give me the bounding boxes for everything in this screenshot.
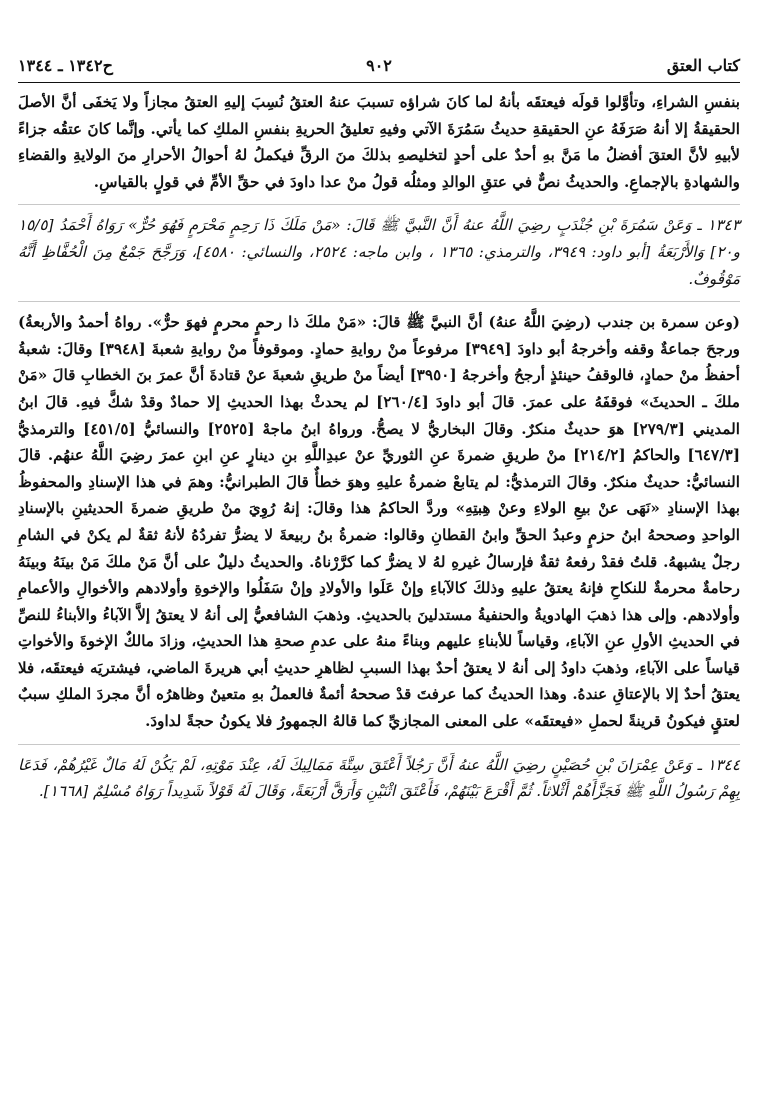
commentary-paragraph: (وعن سمرة بن جندب (رضِيَ اللَّهُ عنهُ) أنَّ النبيَّ ﷺ قالَ: «مَنْ ملكَ ذا رحمٍ محرمٍ فهوَ حرٌّ». رواهُ أحمدُ والأربعةُ) ورجحَ جماعةٌ وقفه وأخرجهُ أبو داودَ [٣٩٤٩] مرفوعاً منْ روايةِ حمادٍ. وموقوفاً منْ روايةِ شعبةَ [٣٩٤٨] وقالَ: شعبةُ أحفظُ منْ حمادٍ، فالوقفُ حينئذٍ أرجحُ وأخرجهُ [٣٩٥٠] أيضاً منْ طريقِ شعبةَ عنْ قتادةَ أنَّ عمرَ بنَ الخطابِ قالَ «مَنْ ملكَ ـ الحديثَ» فوقفَهُ على عمرَ. قالَ أبو داودَ [٢٦٠/٤] لم يحدثْ بهذا الحديثِ إلا حمادٌ وقدْ شكَّ فيهِ. قالَ ابنُ المديني [٢٧٩/٣] هوَ حديثٌ منكرٌ. وقالَ البخاريُّ لا يصحُّ. ورواهُ ابنُ ماجهْ [٢٥٢٥] والنسائيُّ [٤٥١/٥] والترمذيُّ [٦٤٧/٣] والحاكمُ [٢١٤/٢] منْ طريقِ ضمرةَ عنِ الثوريِّ عنْ عبدِاللَّهِ بنِ دينارٍ عنِ ابنِ عمرَ رضِيَ اللَّهُ عنهُم. قالَ النسائيُّ: حديثٌ منكرٌ. وقالَ الترمذيُّ: لم يتابعْ ضمرةُ عليهِ وهوَ خطأٌ قالَ الطبرانيُّ: وهمَ في هذا الإسنادِ والمحفوظُ بهذا الإسنادِ «نَهَى عنْ بيعِ الولاءِ وعنْ هِبتِهِ» وردَّ الحاكمُ هذا وقالَ: إنهُ رُوِيَ منْ طريقِ ضمرةَ الحديثينِ بالإسنادِ الواحدِ وصححهُ ابنُ حزمٍ وعبدُ الحقِّ وابنُ القطانِ وقالوا: ضمرةُ بنُ ربيعةَ لا يضرُّ تفردُهُ لأنهُ ثقةٌ لم يكنْ في الشامِ رجلٌ يشبههُ. قلتُ فقدْ رفعهُ ثقةٌ فإرسالُ غيرهِ لهُ لا يضرُّ كما كرَّرْناهُ. والحديثُ دليلٌ على أنَّ مَنْ ملكَ مَنْ بينَهُ وبينَهُ رحامةٌ محرمةٌ للنكاحِ فإنهُ يعتقُ عليهِ وذلكَ كالآباءِ وإنْ عَلَوا والأولادِ وإنْ سَفَلُوا والإخوةِ وأولادهم والأخوالِ والأعمامِ وأولادهم. وإلى هذا ذهبَ الهادويةُ والحنفيةُ مستدلينَ بالحديثِ. وذهبَ الشافعيُّ إلى أنهُ لا يعتقُ إلاَّ الآباءُ والأبناءُ للنصِّ في الحديثِ الأولِ عنِ الآباءِ، وقياساً للأبناءِ عليهم وبناءً منهُ على عدمِ صحةِ هذا الحديثِ، وزادَ مالكٌ الإخوةَ والأخواتِ قياساً على الآباءِ، وذهبَ داودُ إلى أنهُ لا يعتقُ أحدٌ بهذا السببِ لظاهرِ حديثِ أبي هريرةَ الماضي، فيشتريَه فيعتقَه، فلا يعتقُ أحدٌ إلا بالإعتاقِ عندهُ. وهذا الحديثُ كما عرفتَ قدْ صححهُ أئمةٌ فالعملُ بهِ متعينٌ وظاهرُه أنَّ مجردَ الملكِ سببٌ لعتقٍ فيكونُ قرينةً لحملِ «فيعتقَه» على المعنى المجازيِّ كما قالهُ الجمهورُ فلا يكونُ حجةً لداودَ. <box>18 313 741 731</box>
book-title: كتاب العتق <box>666 56 740 75</box>
hadith-1343: ١٣٤٣ ـ وَعَنْ سَمُرَةَ بْنِ جُنْدَبٍ رضِيَ اللَّهُ عنهُ أَنَّ النَّبيَّ ﷺ قَالَ: «مَنْ مَلَكَ ذَا رَحِمٍ مَحْرَمٍ فَهُوَ حُرٌّ» رَوَاهُ أَحْمَدُ [١٥/٥ و٢٠] وَالأَرْبَعَةُ [أبو داود: ٣٩٤٩، والترمذي: ١٣٦٥ ، وابن ماجه: ٢٥٢٤، والنسائي: ٤٥٨٠]، وَرَجَّحَ جَمْعٌ مِنَ الْحُفَّاظِ أَنَّهُ مَوْقُوفٌ. <box>18 216 740 288</box>
section-divider <box>18 744 740 745</box>
section-divider <box>18 301 740 302</box>
book-page <box>18 52 740 1100</box>
hadith-1344: ١٣٤٤ ـ وَعَنْ عِمْرَانَ بْنِ حُصَيْنٍ رضِيَ اللَّهُ عنهُ أَنَّ رَجُلاً أَعْتَقَ سِتَّةَ مَمَالِيكَ لَهُ، عِنْدَ مَوْتِهِ، لَمْ يَكُنْ لَهُ مَالٌ غَيْرُهُمْ، فَدَعَا بِهِمْ رَسُولُ اللَّهِ ﷺ فَجَزَّأَهُمْ أَثْلاثاً. ثُمَّ أَقْرَعَ بَيْنَهُمْ، فَأَعْتَقَ اثْنَيْنِ وَأَرَقَّ أَرْبَعَةً، وَقَالَ لَهُ قَوْلاً شَدِيداً رَوَاهُ مُسْلِمٌ [١٦٦٨]. <box>18 755 740 801</box>
section-divider <box>18 204 740 205</box>
page-header <box>18 52 740 83</box>
page-body <box>18 83 740 805</box>
hadith-range: ح١٣٤٢ ـ ١٣٤٤ <box>18 56 113 75</box>
page-number: ٩٠٢ <box>366 56 392 75</box>
commentary-paragraph: بنفسِ الشراءِ، وتأوَّلوا قولَه فيعتقَه بأنهُ لما كانَ شراؤه تسببَ عنهُ العتقُ نُسِبَ إليهِ العتقُ مجازاً ولا يَخفَى أنَّ الأصلَ الحقيقةُ إلا أنهُ صَرَفَهُ عنِ الحقيقةِ حديثُ سَمُرَةَ الآتي وفيهِ تعليقُ الحريةِ بنفسِ الملكِ كما يأتي. وإنَّما كانَ عتقُه جزاءً لأبيهِ لأنَّ العتقَ أفضلُ ما مَنَّ بهِ أحدٌ على أحدٍ لتخليصهِ بذلكَ منَ الرقِّ فيكملُ لهُ أحوالُ الأحرارِ منَ الولايةِ والقضاءِ والشهادةِ بالإجماعِ. والحديثُ نصٌّ في عتقِ الوالدِ ومثلُه قولُ منْ عدا داودَ في حقِّ الأمِّ في قولٍ بالقياسِ. <box>18 93 740 191</box>
